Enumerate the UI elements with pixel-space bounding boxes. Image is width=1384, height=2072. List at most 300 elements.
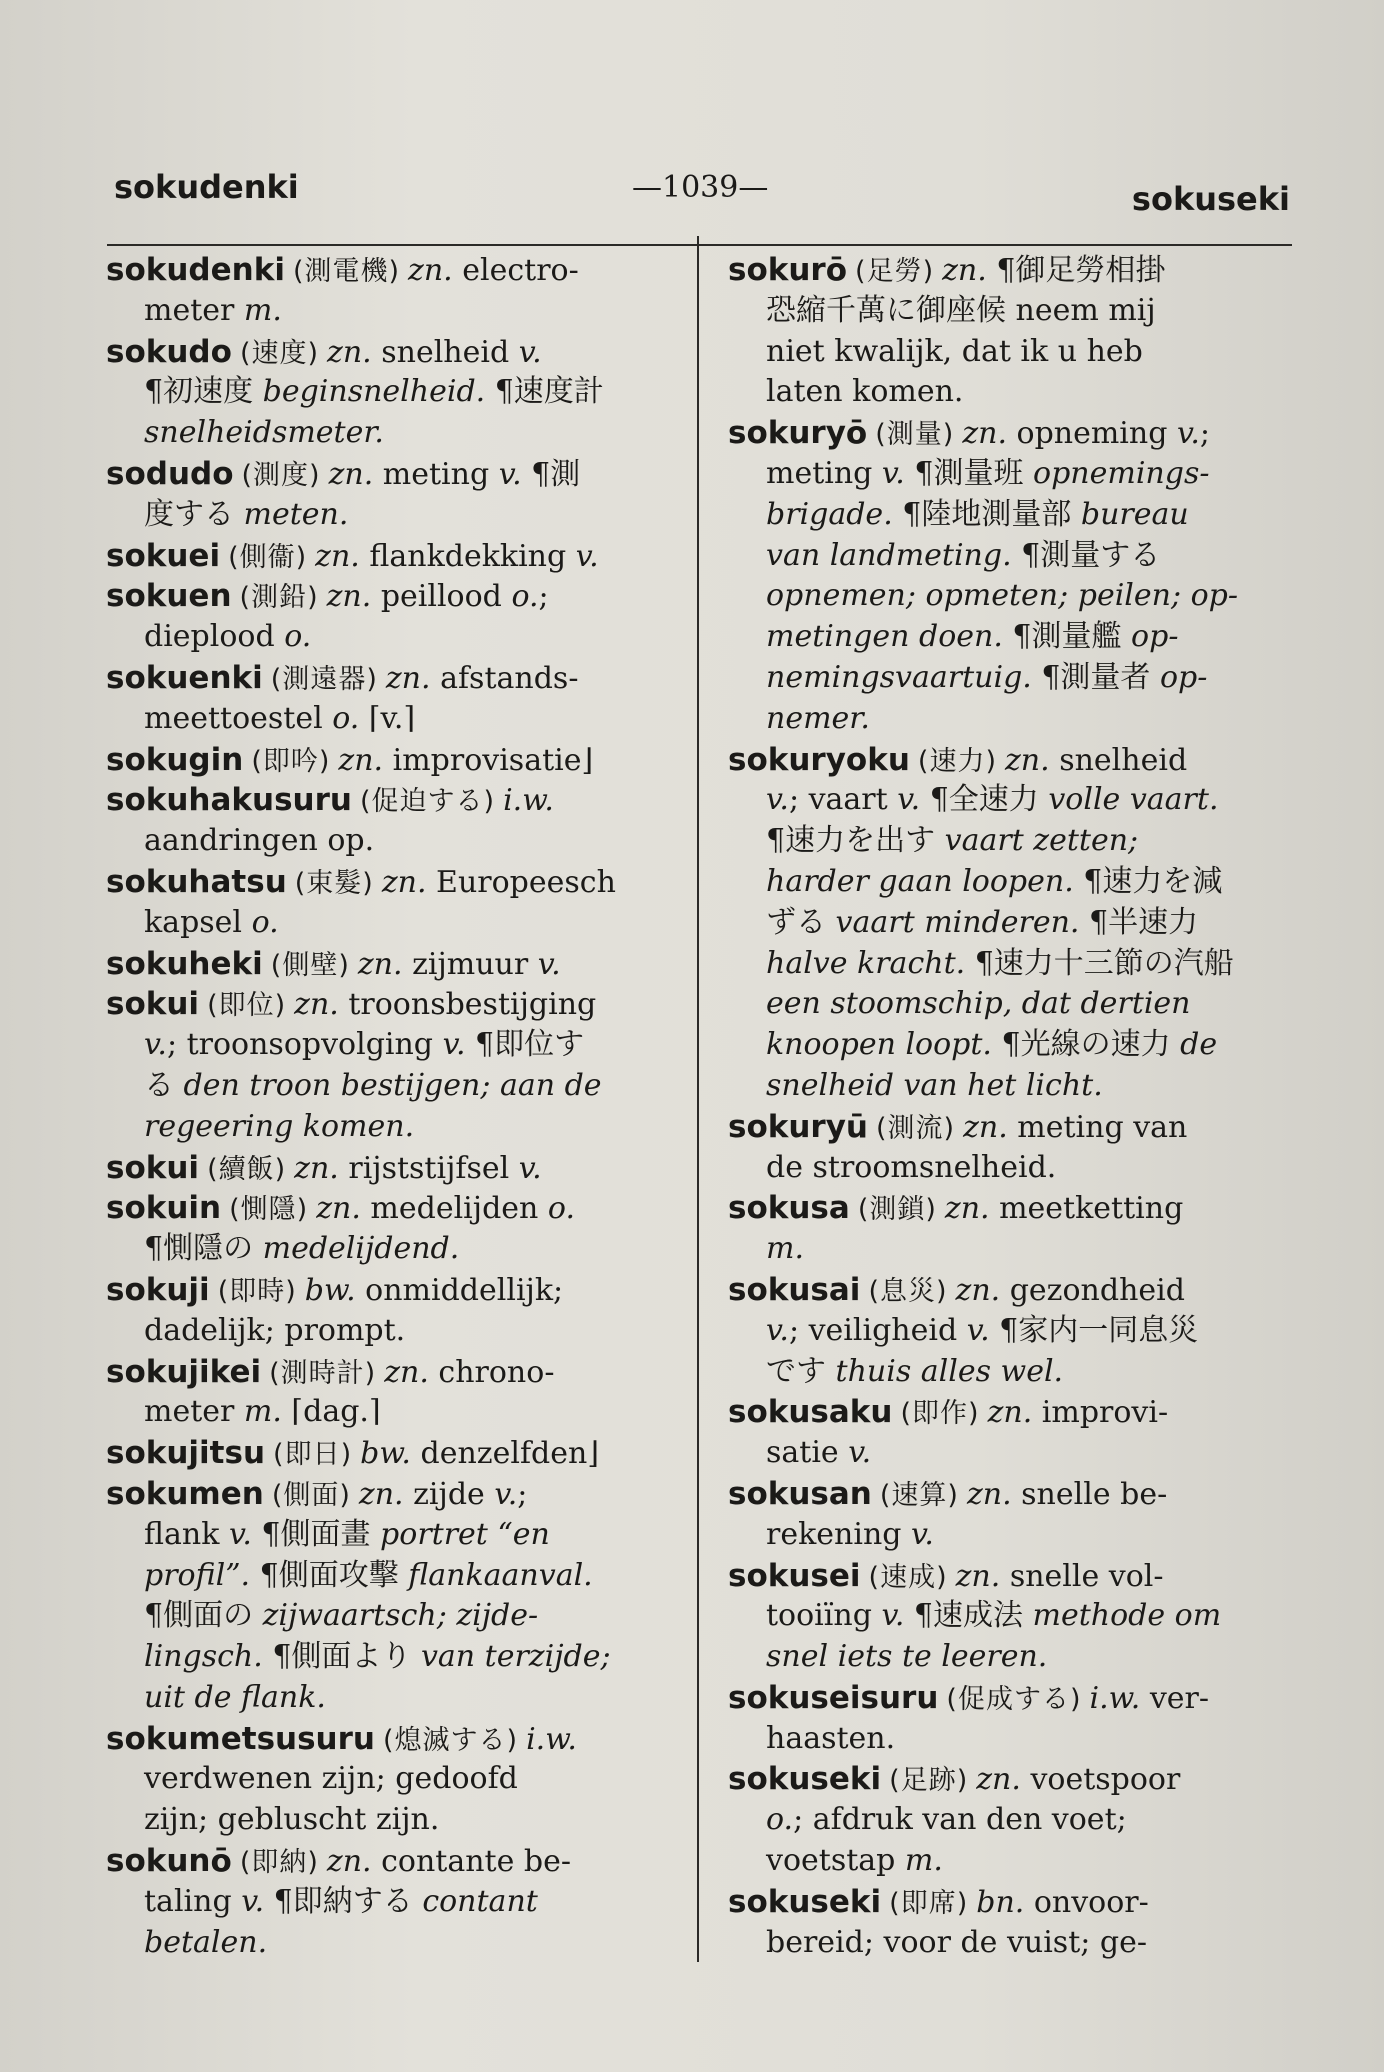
headword: sokumetsusuru: [106, 1720, 375, 1757]
text: ¶速力を出す: [766, 823, 945, 859]
continuation-line: [728, 1229, 1294, 1270]
italic-text: zn.: [315, 538, 360, 574]
japanese-term: (促成する): [946, 1683, 1082, 1715]
continuation-line: [728, 1433, 1294, 1474]
italic-text: m.: [766, 1231, 804, 1267]
entry-line: [728, 1556, 1294, 1597]
continuation-line: [106, 1229, 682, 1270]
japanese-term: (足勞): [855, 256, 935, 287]
text: voetspoor: [1020, 1762, 1181, 1798]
text: ¶側面攻擊: [250, 1557, 409, 1593]
right-column: [728, 250, 1294, 1963]
text: opneming: [1006, 416, 1177, 452]
italic-text: v.: [848, 1435, 872, 1471]
italic-text: bn.: [976, 1884, 1025, 1920]
text: ¶測: [521, 456, 581, 492]
italic-text: medelijdend.: [262, 1231, 460, 1267]
entry-line: [106, 1148, 682, 1189]
entry-line: [728, 1107, 1294, 1148]
continuation-line: [728, 1066, 1294, 1107]
italic-text: v.: [766, 1312, 789, 1348]
italic-text: brigade.: [766, 496, 893, 532]
continuation-line: [728, 1719, 1294, 1760]
text: ¶半速力: [1079, 904, 1199, 940]
entry-line: [106, 1270, 682, 1311]
entry-line: [106, 454, 682, 495]
text: meter: [144, 1394, 244, 1430]
page-number: —1039—: [632, 170, 769, 205]
headword: sokui: [106, 986, 200, 1023]
italic-text: v.: [881, 455, 905, 491]
italic-text: bw.: [304, 1272, 356, 1308]
italic-text: v.: [897, 782, 921, 818]
italic-text: v.: [911, 1516, 934, 1552]
italic-text: vaart zetten;: [944, 823, 1139, 859]
text: chrono-: [428, 1354, 555, 1390]
text: satie: [766, 1435, 849, 1471]
continuation-line: [106, 1800, 682, 1841]
continuation-line: [728, 658, 1294, 699]
entry-line: [106, 250, 682, 291]
continuation-line: [728, 862, 1294, 903]
text: snelle vol-: [1000, 1558, 1164, 1594]
headword: sokusa: [728, 1190, 850, 1227]
headword: sokuseisuru: [728, 1679, 939, 1716]
continuation-line: [106, 1637, 682, 1678]
italic-text: v.: [241, 1883, 265, 1919]
italic-text: m.: [243, 292, 282, 328]
headword: sokusai: [728, 1271, 861, 1308]
entry-line: [106, 1474, 682, 1515]
text: rijststijfsel: [338, 1150, 519, 1186]
italic-text: zn.: [294, 1150, 339, 1186]
headword: sokuen: [106, 578, 232, 615]
headword: sokuji: [106, 1271, 210, 1308]
italic-text: metingen doen.: [766, 619, 1003, 655]
italic-text: zn.: [357, 946, 403, 982]
italic-text: zn.: [326, 1844, 372, 1880]
japanese-term: (即日): [273, 1439, 353, 1471]
italic-text: v.: [537, 946, 561, 982]
text: ¶測量する: [1011, 537, 1161, 573]
text: る: [144, 1067, 184, 1103]
japanese-term: (測電機): [292, 256, 401, 287]
header-right-guide-word: sokuseki: [1131, 180, 1290, 218]
continuation-line: [106, 1025, 682, 1066]
continuation-line: [106, 1923, 682, 1964]
text: 度する: [144, 496, 244, 532]
text: improvisatie⌋: [383, 742, 594, 778]
headword: sokusan: [728, 1475, 872, 1512]
text: flank: [144, 1516, 229, 1552]
text: ずる: [766, 904, 836, 940]
text: contante be-: [371, 1844, 571, 1880]
text: ¶陸地測量部: [892, 496, 1081, 532]
italic-text: methode om: [1032, 1598, 1222, 1634]
page-header: [112, 160, 1290, 220]
entry-line: [106, 332, 682, 373]
italic-text: snel iets te leeren.: [766, 1639, 1048, 1675]
japanese-term: (即時): [217, 1275, 297, 1307]
italic-text: v.: [518, 334, 542, 370]
italic-text: o.: [511, 579, 539, 615]
italic-text: van terzijde;: [420, 1639, 611, 1675]
japanese-term: (續飯): [207, 1153, 287, 1185]
italic-text: i.w.: [526, 1721, 577, 1757]
text: denzelfden⌋: [410, 1436, 600, 1472]
italic-text: portret “en: [380, 1516, 550, 1552]
japanese-term: (即吟): [251, 745, 331, 777]
text: ¶初速度: [144, 374, 263, 410]
text: ¶御足勞相掛: [986, 253, 1166, 288]
italic-text: op-: [1159, 659, 1208, 695]
headword: sokudo: [106, 333, 232, 370]
continuation-line: [106, 1392, 682, 1433]
japanese-term: (即席): [889, 1887, 969, 1919]
text: Europeesch: [426, 864, 616, 900]
headword: sokurō: [728, 252, 848, 288]
italic-text: m.: [904, 1843, 943, 1879]
text: ¶家内一同息災: [989, 1312, 1199, 1348]
text: ;: [1199, 416, 1211, 452]
italic-text: v.: [144, 1027, 167, 1063]
text: ; afdruk van den voet;: [793, 1802, 1127, 1838]
italic-text: zn.: [338, 742, 384, 778]
entry-line: [728, 1882, 1294, 1923]
japanese-term: (惻隱): [229, 1194, 309, 1226]
headword: sokunō: [106, 1843, 232, 1880]
header-rule: [107, 244, 1292, 246]
text: ¶即位す: [465, 1027, 585, 1063]
japanese-term: (即納): [239, 1847, 319, 1879]
italic-text: i.w.: [1089, 1680, 1141, 1716]
japanese-term: (測度): [241, 459, 321, 491]
text: de stroomsnelheid.: [766, 1149, 1057, 1185]
italic-text: zn.: [976, 1762, 1021, 1798]
text: ;: [538, 579, 549, 615]
continuation-line: [728, 984, 1294, 1025]
italic-text: een stoomschip, dat dertien: [766, 986, 1191, 1022]
text: zijn; gebluscht zijn.: [144, 1802, 440, 1838]
entry-line: [106, 658, 682, 699]
italic-text: o.: [251, 904, 279, 940]
headword: sokuhatsu: [106, 863, 287, 900]
continuation-line: [728, 332, 1294, 373]
japanese-term: (測鎖): [857, 1194, 937, 1226]
italic-text: zn.: [987, 1395, 1033, 1431]
text: snelheid: [1049, 742, 1188, 778]
continuation-line: [728, 1148, 1294, 1189]
japanese-term: (足跡): [889, 1765, 969, 1797]
text: electro-: [452, 253, 579, 288]
text: onvoor-: [1024, 1884, 1149, 1920]
text: laten komen.: [766, 374, 964, 410]
text: haasten.: [766, 1720, 896, 1756]
continuation-line: [728, 1800, 1294, 1841]
text: ⌈dag.⌉: [281, 1394, 381, 1430]
entry-line: [728, 1474, 1294, 1515]
entry-line: [106, 944, 682, 985]
entry-line: [106, 1841, 682, 1882]
continuation-line: [728, 1637, 1294, 1678]
text: ;: [517, 1476, 528, 1512]
text: ¶測量班: [904, 455, 1034, 491]
japanese-term: (熄滅する): [382, 1724, 519, 1756]
text: dadelijk; prompt.: [144, 1312, 406, 1348]
headword: sokusaku: [728, 1394, 893, 1431]
headword: sokuheki: [106, 945, 263, 982]
italic-text: zn.: [1005, 742, 1050, 778]
text: flankdekking: [359, 538, 576, 574]
japanese-term: (即作): [900, 1398, 980, 1430]
continuation-line: [728, 699, 1294, 740]
italic-text: zn.: [294, 987, 339, 1023]
headword: sokujikei: [106, 1353, 262, 1390]
text: 恐縮千萬に御座候 neem mij: [766, 292, 1156, 328]
continuation-line: [728, 372, 1294, 413]
italic-text: v.: [518, 1150, 542, 1186]
entry-line: [728, 413, 1294, 454]
italic-text: o.: [284, 619, 312, 655]
italic-text: zn.: [408, 253, 453, 288]
italic-text: v.: [498, 456, 522, 492]
text: meting: [766, 455, 882, 491]
text: です: [766, 1353, 836, 1389]
italic-text: thuis alles wel.: [835, 1353, 1064, 1389]
entry-line: [106, 862, 682, 903]
entry-line: [106, 1352, 682, 1393]
italic-text: v.: [1176, 416, 1200, 452]
italic-text: zijwaartsch; zijde-: [262, 1598, 539, 1634]
text: peillood: [371, 579, 512, 615]
japanese-term: (速算): [879, 1479, 959, 1511]
text: ¶即納する: [264, 1883, 423, 1919]
continuation-line: [106, 291, 682, 332]
italic-text: beginsnelheid.: [262, 374, 486, 410]
continuation-line: [106, 1107, 682, 1148]
continuation-line: [106, 495, 682, 536]
italic-text: flankaanval.: [408, 1557, 593, 1593]
japanese-term: (側面): [271, 1479, 351, 1511]
text: ; veiligheid: [788, 1312, 967, 1348]
italic-text: profil”.: [144, 1557, 251, 1593]
italic-text: v.: [766, 782, 789, 818]
text: taling: [144, 1883, 242, 1919]
japanese-term: (側壁): [270, 949, 350, 981]
text: ¶光線の速力: [991, 1027, 1181, 1063]
continuation-line: [728, 617, 1294, 658]
continuation-line: [728, 903, 1294, 944]
headword: sokui: [106, 1149, 200, 1186]
italic-text: zn.: [326, 579, 372, 615]
continuation-line: [106, 1515, 682, 1556]
italic-text: harder gaan loopen.: [766, 863, 1074, 899]
headword: sokuryō: [728, 415, 868, 452]
text: zijmuur: [402, 946, 538, 982]
italic-text: zn.: [316, 1191, 361, 1227]
italic-text: vaart minderen.: [835, 904, 1080, 940]
japanese-term: (側衞): [228, 541, 308, 573]
entry-line: [106, 1433, 682, 1474]
italic-text: zn.: [955, 1558, 1001, 1594]
continuation-line: [728, 1311, 1294, 1352]
headword: sokuhakusuru: [106, 782, 352, 819]
headword: sokusei: [728, 1557, 861, 1594]
italic-text: zn.: [385, 660, 431, 696]
continuation-line: [106, 1596, 682, 1637]
text: troonsbestijging: [338, 987, 597, 1023]
italic-text: zn.: [358, 1476, 404, 1512]
entry-line: [728, 250, 1294, 291]
entry-line: [106, 576, 682, 617]
continuation-line: [106, 821, 682, 862]
text: ; vaart: [788, 782, 898, 818]
text: meting van: [1007, 1109, 1188, 1145]
continuation-line: [106, 903, 682, 944]
headword: sokuseki: [728, 1761, 882, 1798]
continuation-line: [728, 1515, 1294, 1556]
italic-text: van landmeting.: [766, 537, 1012, 573]
italic-text: zn.: [966, 1476, 1012, 1512]
japanese-term: (測流): [876, 1112, 956, 1144]
entry-line: [106, 1719, 682, 1760]
continuation-line: [728, 495, 1294, 536]
italic-text: zn.: [384, 1354, 429, 1390]
headword: sokumen: [106, 1475, 264, 1512]
continuation-line: [728, 944, 1294, 985]
italic-text: bureau: [1080, 496, 1189, 532]
continuation-line: [106, 699, 682, 740]
continuation-line: [728, 821, 1294, 862]
italic-text: nemingsvaartuig.: [766, 659, 1032, 695]
text: snelle be-: [1011, 1476, 1168, 1512]
headword: sokuseki: [728, 1883, 882, 1920]
entry-line: [728, 1392, 1294, 1433]
italic-text: v.: [881, 1598, 905, 1634]
continuation-line: [106, 1678, 682, 1719]
italic-text: zn.: [963, 1109, 1008, 1145]
italic-text: o.: [332, 700, 360, 736]
text: ¶速成法: [904, 1598, 1033, 1634]
italic-text: nemer.: [766, 700, 870, 736]
continuation-line: [728, 1596, 1294, 1637]
italic-text: zn.: [944, 1191, 990, 1227]
japanese-term: (促迫する): [360, 786, 496, 818]
headword: sokuin: [106, 1190, 222, 1227]
italic-text: v.: [494, 1476, 518, 1512]
italic-text: zn.: [327, 334, 372, 370]
text: bereid; voor de vuist; ge-: [766, 1924, 1147, 1960]
entry-line: [728, 1678, 1294, 1719]
italic-text: zn.: [942, 253, 987, 288]
headword: sokudenki: [106, 252, 285, 288]
text: medelijden: [360, 1191, 548, 1227]
italic-text: lingsch.: [144, 1639, 263, 1675]
italic-text: knoopen loopt.: [766, 1027, 992, 1063]
headword: sokuei: [106, 537, 221, 574]
japanese-term: (速成): [868, 1561, 948, 1593]
italic-text: meten.: [243, 496, 349, 532]
italic-text: v.: [575, 538, 599, 574]
text: afstands-: [430, 660, 579, 696]
entry-line: [106, 780, 682, 821]
japanese-term: (測鉛): [239, 582, 319, 614]
italic-text: o.: [547, 1191, 575, 1227]
headword: sokuryū: [728, 1108, 868, 1145]
continuation-line: [106, 1759, 682, 1800]
italic-text: v.: [966, 1312, 990, 1348]
italic-text: v.: [228, 1516, 252, 1552]
entry-line: [728, 1188, 1294, 1229]
text: ¶速力十三節の汽船: [965, 945, 1234, 981]
text: meetketting: [989, 1191, 1184, 1227]
text: gezondheid: [1000, 1272, 1185, 1308]
continuation-line: [728, 576, 1294, 617]
italic-text: opnemen; opmeten; peilen; op-: [766, 578, 1239, 614]
entry-line: [728, 1759, 1294, 1800]
japanese-term: (測量): [875, 419, 955, 451]
italic-text: op-: [1131, 619, 1179, 655]
italic-text: o.: [766, 1802, 794, 1838]
continuation-line: [106, 372, 682, 413]
continuation-line: [106, 413, 682, 454]
headword: sodudo: [106, 455, 234, 492]
text: voetstap: [766, 1843, 905, 1879]
continuation-line: [106, 617, 682, 658]
text: snelheid: [371, 334, 519, 370]
text: tooiïng: [766, 1598, 882, 1634]
text: ; troonsopvolging: [166, 1027, 443, 1063]
continuation-line: [106, 1311, 682, 1352]
continuation-line: [728, 1025, 1294, 1066]
italic-text: regeering komen.: [144, 1108, 415, 1144]
italic-text: betalen.: [144, 1924, 268, 1960]
continuation-line: [728, 780, 1294, 821]
text: ¶側面より: [262, 1639, 421, 1675]
italic-text: snelheidsmeter.: [144, 415, 384, 451]
italic-text: opnemings-: [1033, 455, 1210, 491]
continuation-line: [728, 291, 1294, 332]
text: ¶惻隱の: [144, 1231, 263, 1267]
text: dieplood: [144, 619, 285, 655]
italic-text: m.: [243, 1394, 282, 1430]
entry-line: [728, 740, 1294, 781]
japanese-term: (速度): [239, 337, 320, 369]
text: zijde: [403, 1476, 495, 1512]
text: ¶測量者: [1031, 659, 1160, 695]
italic-text: halve kracht.: [766, 945, 966, 981]
text: meettoestel: [144, 700, 333, 736]
italic-text: zn.: [381, 864, 427, 900]
italic-text: uit de flank.: [144, 1679, 326, 1715]
text: meting: [373, 456, 499, 492]
japanese-term: (速力): [917, 745, 997, 777]
entry-line: [106, 984, 682, 1025]
continuation-line: [728, 1841, 1294, 1882]
text: ¶全速力: [920, 782, 1049, 818]
italic-text: zn.: [328, 456, 374, 492]
japanese-term: (測時計): [269, 1357, 377, 1389]
text: onmiddellijk;: [355, 1272, 564, 1308]
japanese-term: (束髮): [294, 867, 374, 899]
italic-text: bw.: [360, 1436, 411, 1472]
text: ¶測量艦: [1002, 619, 1132, 655]
text: rekening: [766, 1516, 912, 1552]
continuation-line: [728, 1352, 1294, 1393]
continuation-line: [728, 454, 1294, 495]
text: ¶側面の: [144, 1598, 263, 1634]
italic-text: de: [1180, 1027, 1218, 1063]
